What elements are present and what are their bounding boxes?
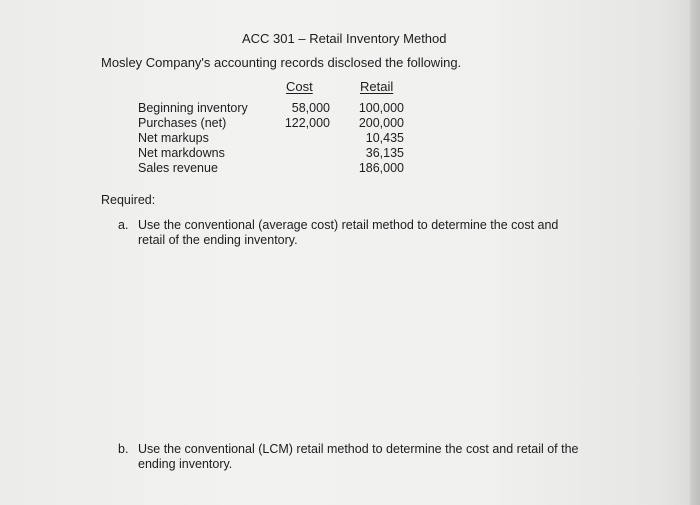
intro-text: Mosley Company's accounting records disclosed the following. (101, 55, 462, 70)
retail-net-markdowns: 36,135 (365, 146, 404, 160)
question-a-letter: a. (118, 218, 129, 232)
retail-net-markups: 10,435 (365, 131, 404, 145)
row-label-net-markups: Net markups (138, 131, 209, 145)
retail-purchases: 200,000 (358, 116, 404, 130)
question-b-line1: Use the conventional (LCM) retail method to determine the cost and retail of the (138, 442, 579, 456)
retail-column-header: Retail (360, 79, 394, 94)
question-a-line1: Use the conventional (average cost) retail method to determine the cost and (138, 218, 559, 232)
required-heading: Required: (101, 193, 156, 207)
question-a-line2: retail of the ending inventory. (138, 233, 298, 247)
page-title: ACC 301 – Retail Inventory Method (242, 31, 447, 46)
row-label-net-markdowns: Net markdowns (138, 146, 225, 160)
retail-beginning-inventory: 100,000 (358, 101, 404, 115)
row-label-sales-revenue: Sales revenue (138, 161, 218, 175)
row-label-beginning-inventory: Beginning inventory (138, 101, 248, 115)
row-label-purchases: Purchases (net) (138, 116, 227, 130)
question-b-letter: b. (118, 442, 129, 456)
cost-beginning-inventory: 58,000 (291, 101, 330, 115)
retail-sales-revenue: 186,000 (358, 161, 404, 175)
cost-column-header: Cost (286, 79, 313, 94)
question-b-line2: ending inventory. (138, 457, 233, 471)
screen-edge (690, 0, 700, 505)
cost-purchases: 122,000 (284, 116, 330, 130)
